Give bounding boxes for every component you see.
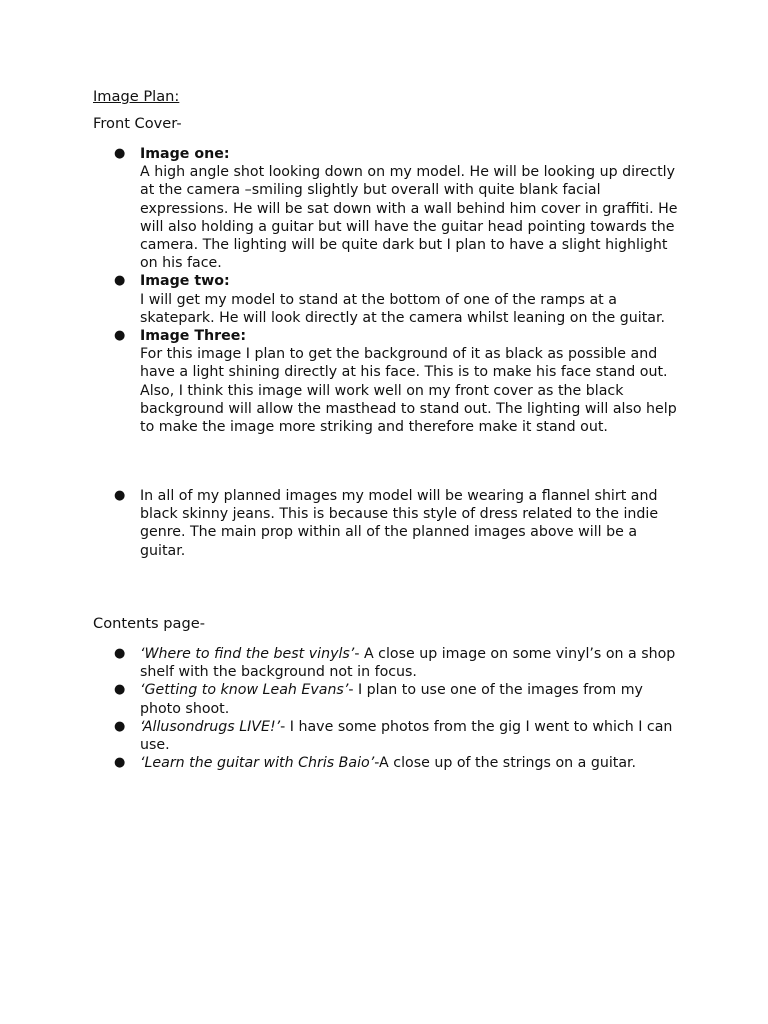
item-title: ‘Getting to know Leah Evans’ xyxy=(140,682,349,699)
item-title: ‘Allusondrugs LIVE!’ xyxy=(140,718,281,735)
list-item xyxy=(114,681,684,717)
list-item xyxy=(114,487,684,560)
item-text: A high angle shot looking down on my model. He will be looking up directly at the camera –smiling slightly but overall with quite blank facial expressions. He will be sat down with a wall behind him cover in graffiti. He will also holding a guitar but will have the guitar head pointing towards the camera. The lighting will be quite dark but I plan to have a slight highlight on his face. xyxy=(140,164,678,272)
list-item xyxy=(114,718,684,754)
list-item xyxy=(114,145,684,272)
bullet-icon: ● xyxy=(114,718,126,734)
bullet-icon: ● xyxy=(114,755,126,771)
item-text: In all of my planned images my model will be wearing a flannel shirt and black skinny jeans. This is because this style of dress related to the indie genre. The main prop within all of the planned images above will be a guitar. xyxy=(140,488,659,559)
item-text: I will get my model to stand at the bottom of one of the ramps at a skatepark. He will look directly at the camera whilst leaning on the guitar. xyxy=(140,291,665,326)
bullet-icon: ● xyxy=(114,273,126,289)
item-title: ‘Learn the guitar with Chris Baio’ xyxy=(140,755,375,772)
list-item xyxy=(114,272,684,327)
bullet-icon: ● xyxy=(114,488,126,503)
item-text: -A close up of the strings on a guitar. xyxy=(374,755,637,772)
bullet-icon: ● xyxy=(114,682,126,698)
item-label: Image one: xyxy=(140,146,230,162)
item-text: - I have some photos from the gig I went to which I can use. xyxy=(140,718,673,754)
list-item xyxy=(114,645,684,681)
document-title: Image Plan: xyxy=(93,88,180,105)
contents-page-heading: Contents page- xyxy=(93,615,205,632)
item-label: Image Three: xyxy=(140,328,247,345)
item-text: - A close up image on some vinyl’s on a shop shelf with the background not in focus. xyxy=(140,646,676,681)
item-title: ‘Where to find the best vinyls’ xyxy=(140,646,355,662)
item-label: Image two: xyxy=(140,273,230,290)
front-cover-image-list xyxy=(114,145,684,436)
list-item xyxy=(114,754,684,772)
front-cover-heading: Front Cover- xyxy=(93,115,182,132)
item-text: - I plan to use one of the images from my photo shoot. xyxy=(140,682,643,717)
list-item xyxy=(114,327,684,436)
general-notes-list xyxy=(114,487,684,560)
bullet-icon: ● xyxy=(114,328,126,344)
bullet-icon: ● xyxy=(114,146,126,161)
contents-page-list xyxy=(114,645,684,772)
item-text: For this image I plan to get the background of it as black as possible and have a light shining directly at his face. This is to make his face stand out. Also, I think this image will work well on my front cover as the black background will allow the masthead to stand out. The lighting will also help to make the image more striking and therefore make it stand out. xyxy=(140,346,677,436)
bullet-icon: ● xyxy=(114,646,126,661)
